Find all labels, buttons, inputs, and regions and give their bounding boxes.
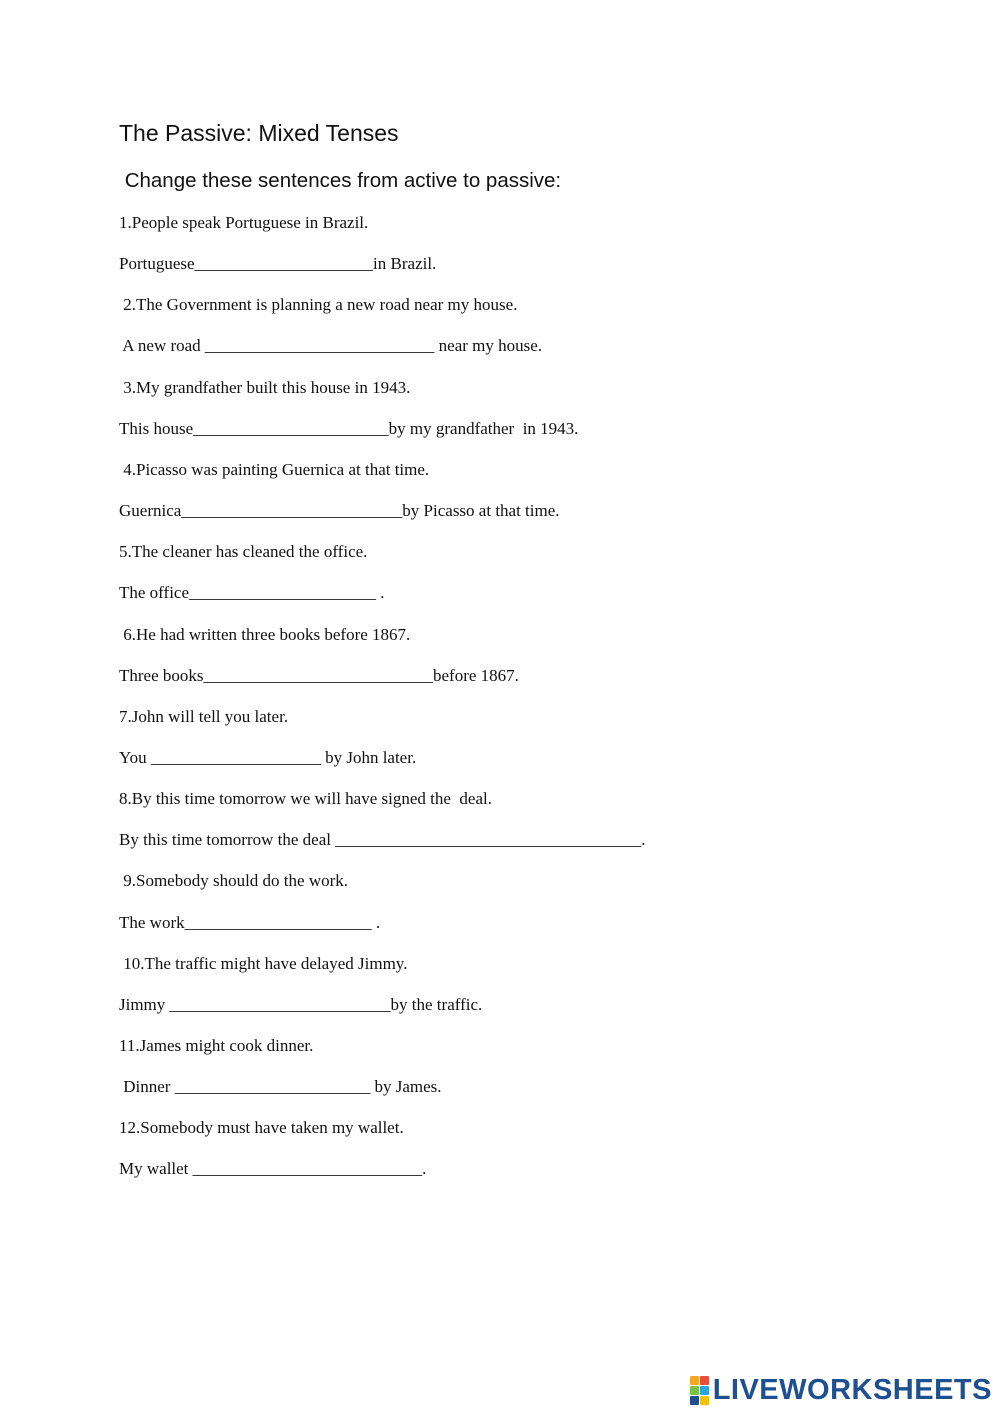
exercise-answer-line: Jimmy __________________________by the traffic. — [119, 994, 483, 1014]
worksheet-title: The Passive: Mixed Tenses — [119, 120, 399, 146]
exercise-sentence: 3.My grandfather built this house in 1943. — [119, 377, 411, 397]
liveworksheets-logo — [690, 1374, 992, 1407]
exercise-answer-line: A new road ___________________________ near my house. — [119, 336, 543, 356]
liveworksheets-logo-text: LIVEWORKSHEETS — [712, 1374, 992, 1406]
exercise-answer-line: The work______________________ . — [119, 912, 381, 932]
exercise-answer-line: The office______________________ . — [119, 583, 385, 603]
exercise-sentence: 5.The cleaner has cleaned the office. — [119, 542, 368, 562]
exercise-answer-line: My wallet ___________________________. — [119, 1159, 427, 1179]
exercise-answer-line: This house_______________________by my grandfather in 1943. — [119, 418, 579, 438]
exercise-answer-line: Guernica__________________________by Picasso at that time. — [119, 501, 560, 521]
exercise-sentence: 2.The Government is planning a new road near my house. — [119, 295, 518, 315]
exercise-sentence: 4.Picasso was painting Guernica at that time. — [119, 459, 430, 479]
exercise-answer-line: Portuguese_____________________in Brazil. — [119, 254, 437, 274]
exercise-sentence: 9.Somebody should do the work. — [119, 871, 349, 891]
instruction-text: Change these sentences from active to passive: — [119, 169, 562, 192]
liveworksheets-logo-icon — [690, 1376, 709, 1405]
exercise-sentence: 8.By this time tomorrow we will have signed the deal. — [119, 789, 492, 809]
exercise-sentence: 7.John will tell you later. — [119, 706, 289, 726]
exercise-sentence: 10.The traffic might have delayed Jimmy. — [119, 953, 408, 973]
exercise-answer-line: Dinner _______________________ by James. — [119, 1077, 442, 1097]
exercise-answer-line: Three books___________________________before 1867. — [119, 665, 519, 685]
exercise-sentence: 1.People speak Portuguese in Brazil. — [119, 213, 369, 232]
exercise-answer-line: By this time tomorrow the deal ____________________________________. — [119, 830, 646, 850]
exercise-sentence: 11.James might cook dinner. — [119, 1036, 314, 1055]
exercise-sentence: 12.Somebody must have taken my wallet. — [119, 1118, 404, 1138]
exercise-sentence: 6.He had written three books before 1867. — [119, 624, 411, 644]
exercise-answer-line: You ____________________ by John later. — [119, 747, 417, 767]
